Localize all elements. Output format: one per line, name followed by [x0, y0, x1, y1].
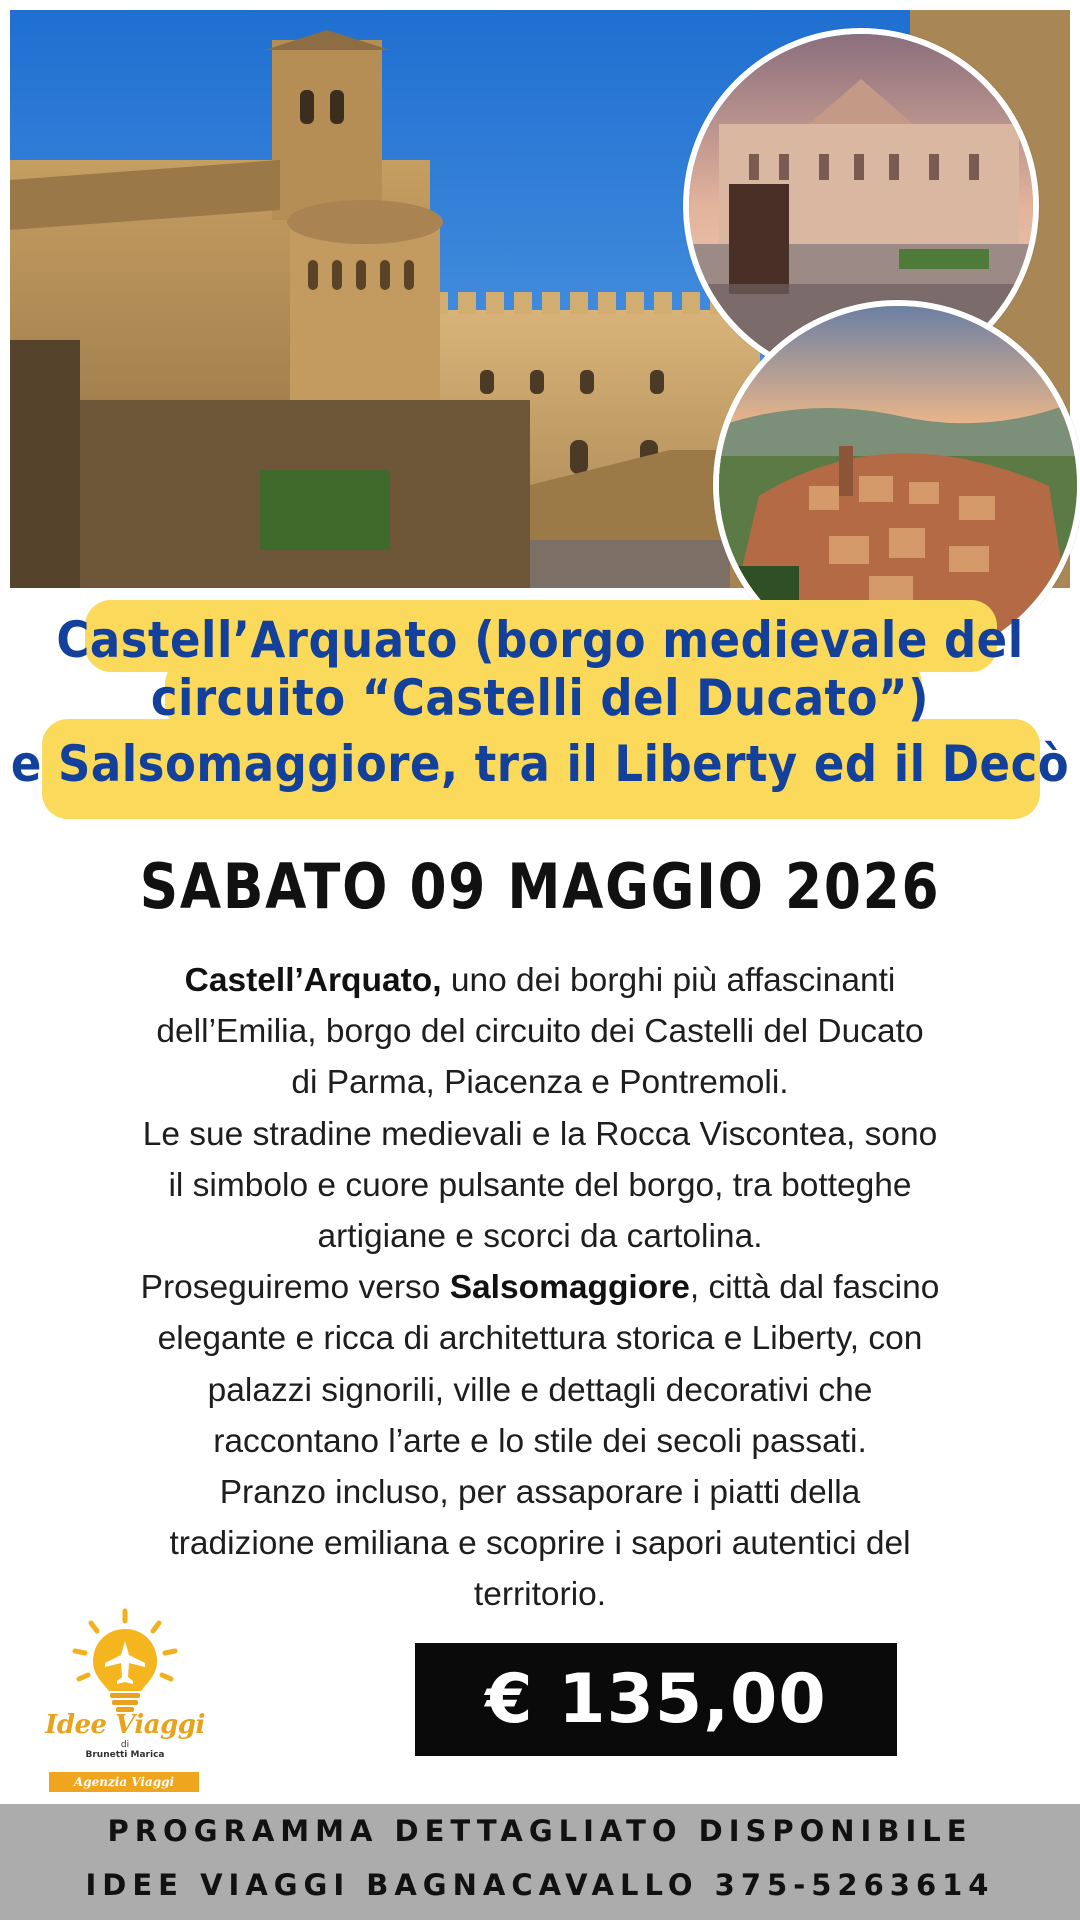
description-line: palazzi signorili, ville e dettagli decorativi che: [207, 1371, 873, 1409]
description-line: territorio.: [473, 1576, 607, 1614]
description-text: Proseguiremo verso: [140, 1269, 450, 1307]
description-line: artigiane e scorci da cartolina.: [317, 1218, 763, 1256]
logo-di: di: [120, 1740, 130, 1750]
description-bold: Salsomaggiore: [449, 1269, 690, 1307]
description-line: [40, 1262, 1040, 1313]
description-text: , città dal fascino: [689, 1269, 940, 1307]
title-line-1: Castell’Arquato (borgo medievale del: [56, 611, 1024, 669]
description-line: [40, 955, 1040, 1006]
footer: [0, 1804, 1080, 1920]
lightbulb-airplane-icon: [45, 1605, 205, 1715]
footer-contact: IDEE VIAGGI BAGNACAVALLO 375-5263614: [85, 1868, 995, 1902]
footer-program-info: PROGRAMMA DETTAGLIATO DISPONIBILE: [107, 1814, 973, 1848]
description-line: di Parma, Piacenza e Pontremoli.: [291, 1064, 789, 1102]
description-line: Pranzo incluso, per assaporare i piatti della: [219, 1474, 861, 1512]
title-line-2: circuito “Castelli del Ducato”): [150, 669, 930, 727]
price-badge: € 135,00: [415, 1643, 897, 1756]
description-line: tradizione emiliana e scoprire i sapori autentici del: [169, 1525, 911, 1563]
description: [40, 955, 1040, 1621]
agency-logo: [45, 1605, 205, 1795]
logo-tagline: Agenzia Viaggi: [49, 1772, 199, 1792]
title-line-3: e Salsomaggiore, tra il Liberty ed il Decò: [10, 735, 1070, 793]
description-text: uno dei borghi più affascinanti: [441, 962, 896, 999]
logo-name: Idee Viaggi: [45, 1710, 205, 1740]
description-line: elegante e ricca di architettura storica e Liberty, con: [157, 1320, 923, 1358]
description-line: il simbolo e cuore pulsante del borgo, tra botteghe: [168, 1166, 912, 1204]
description-line: dell’Emilia, borgo del circuito dei Castelli del Ducato: [156, 1013, 924, 1051]
description-line: Le sue stradine medievali e la Rocca Viscontea, sono: [142, 1115, 938, 1153]
description-line: raccontano l’arte e lo stile dei secoli passati.: [213, 1422, 867, 1460]
title-block: [0, 600, 1080, 820]
description-bold: Castell’Arquato,: [184, 962, 442, 999]
event-date: SABATO 09 MAGGIO 2026: [139, 850, 941, 923]
logo-owner: Brunetti Marica: [85, 1750, 165, 1760]
